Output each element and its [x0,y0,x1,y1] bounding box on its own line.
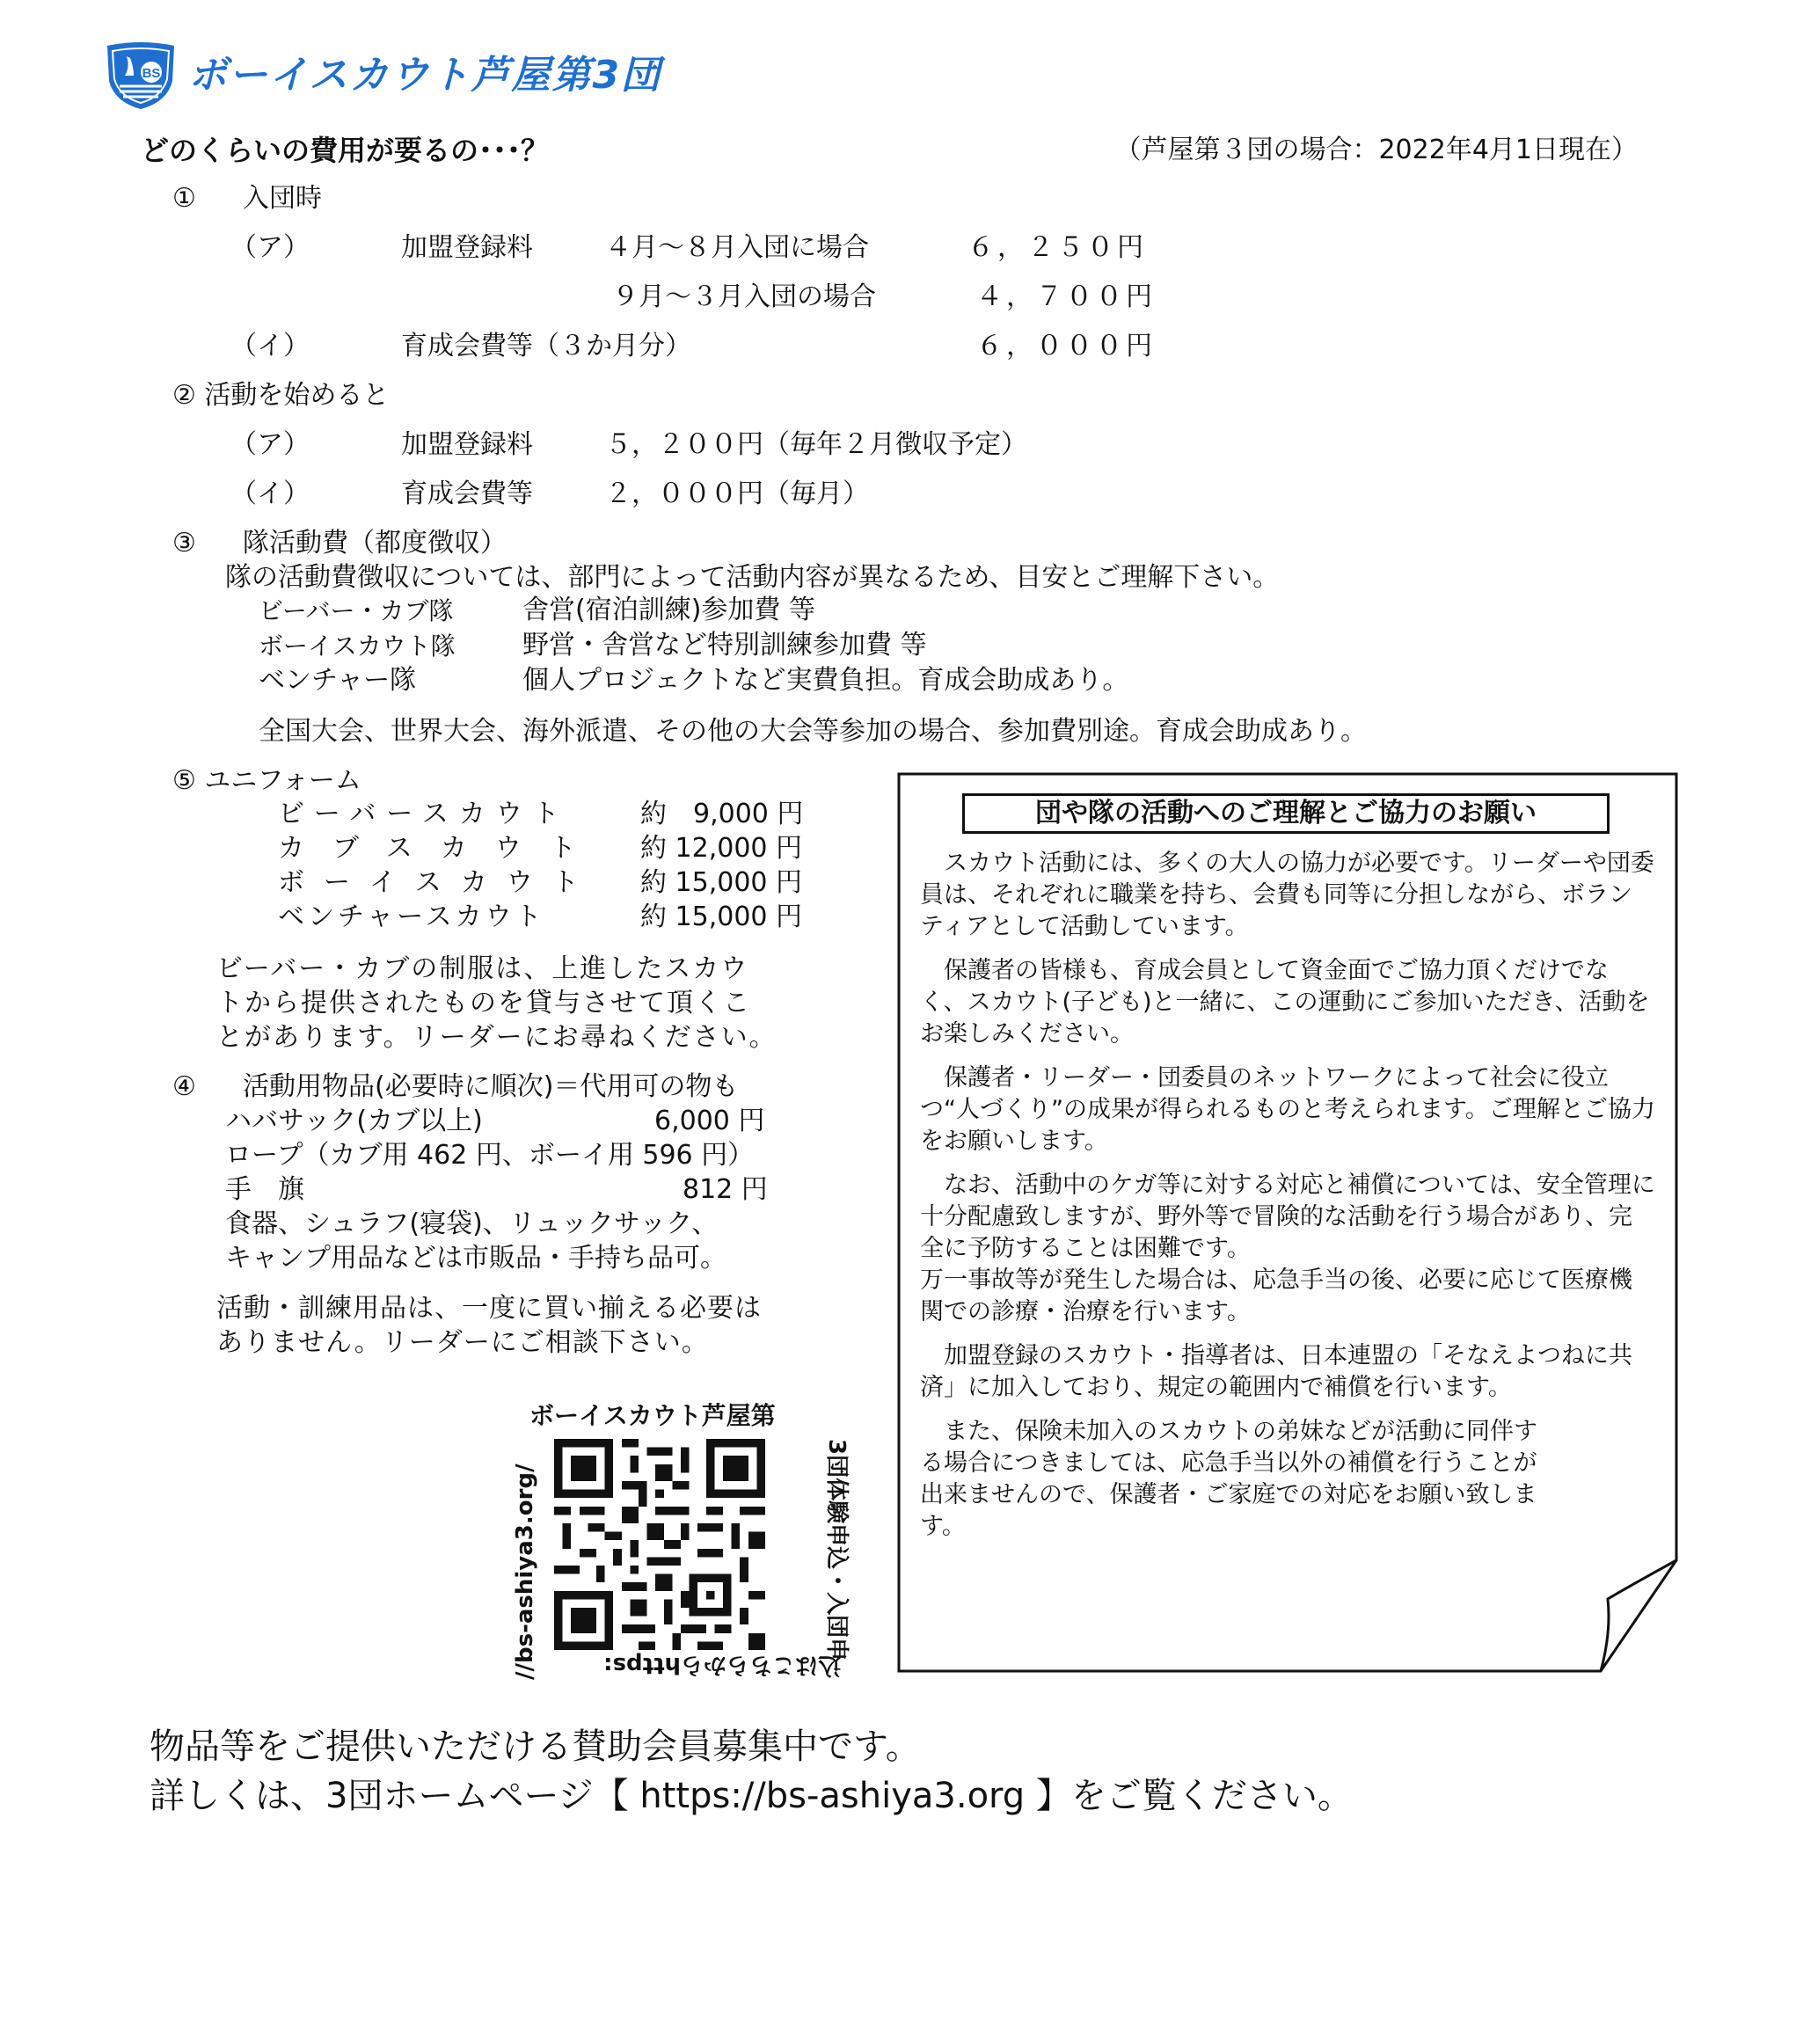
section2-a-value: ５，２００円（毎年２月徴収予定） [605,429,1027,460]
section1-b-amount: ６，０００円 [976,331,1156,361]
section3-unit-beaver-cub: ビーバー・カブ隊 [259,596,454,625]
svg-text:BS: BS [142,66,161,81]
section1-a-line1-desc: ４月～８月入団に場合 [605,232,869,263]
section3-desc-venture: 個人プロジェクトなど実費負担。育成会助成あり。 [522,665,1129,696]
uniform-venture-name: ベンチャースカウト [278,902,545,932]
footer-line1: 物品等をご提供いただける賛助会員募集中です。 [150,1726,921,1767]
page-title: どのくらいの費用が要るの･･･？ [141,134,550,167]
scout-shield-icon [104,40,178,111]
notice-box [897,772,1680,1675]
section1-heading: 入団時 [243,183,322,214]
section4-note-line2: ありません。リーダーにご相談下さい。 [216,1327,709,1358]
section3-intro: 隊の活動費徴収については、部門によって活動内容が異なるため、目安とご理解下さい。 [225,562,1280,593]
uniform-boy-amount: 約 15,000 円 [640,867,803,898]
section2-b-item: 育成会費等 [401,478,533,509]
section1-num: ① [172,183,196,214]
item-other-line1: 食器、シュラフ(寝袋)、リュックサック、 [225,1208,719,1239]
section2-a-label: （ア） [230,429,310,460]
uniform-cub-name: カブスカウト [278,833,604,864]
item-rope: ロープ（カブ用 462 円、ボーイ用 596 円） [225,1140,755,1171]
item-haversack-name: ハバサック(カブ以上) [225,1106,483,1136]
section1-a-item: 加盟登録料 [401,232,533,263]
uniform-boy-name: ボーイスカウト [278,867,598,898]
notice-paragraph: 保護者・リーダー・団委員のネットワークによって社会に役立つ“人づくり”の成果が得られるものと考えられます。ご理解とご協力をお願いします。 [920,1064,1655,1155]
section4-num: ④ [172,1071,196,1102]
section3-desc-boy: 野営・舎営など特別訓練参加費 等 [522,630,927,661]
section3-note: 全国大会、世界大会、海外派遣、その他の大会等参加の場合、参加費別途。育成会助成あり。 [259,716,1367,747]
uniform-cub-amount: 約 12,000 円 [640,833,803,864]
uniform-beaver-amount: 約 9,000 円 [640,799,804,829]
qr-block[interactable] [493,1390,862,1689]
section1-a-line1-amount: ６，２５０円 [967,232,1147,263]
qr-caption-left: //bs-ashiya3.org/ [512,1464,538,1680]
logo-text: ボーイスカウト芦屋第3団 [188,53,662,98]
section2-a-item: 加盟登録料 [401,429,533,460]
footer-line2: 詳しくは、3団ホームページ【 https://bs-ashiya3.org 】をご覧ください。 [150,1776,1353,1816]
section1-a-label: （ア） [230,232,310,263]
uniform-venture-amount: 約 15,000 円 [640,902,803,932]
qr-code-icon[interactable] [554,1439,765,1650]
item-flag-name: 手 旗 [225,1174,304,1205]
section3-num: ③ [172,528,196,558]
notice-paragraph: 保護者の皆様も、育成会員として資金面でご協力頂くだけでなく、スカウト(子ども)と一緒に、この運動にご参加いただき、活動をお楽しみください。 [920,957,1650,1048]
section5-heading: ⑤ ユニフォーム [172,765,361,796]
uniform-note-line1: ビーバー・カブの制服は、上進したスカウ [216,953,749,984]
qr-caption-bottom: 込はこちらからhttps: [603,1652,841,1678]
notice-paragraph: 加盟登録のスカウト・指導者は、日本連盟の「そなえよつねに共済」に加入しており、規定の範囲内で補償を行います。 [920,1342,1632,1401]
section3-heading: 隊活動費（都度徴収） [243,528,507,558]
item-other-line2: キャンプ用品などは市販品・手持ち品可。 [225,1243,726,1274]
notice-body [920,848,1655,1555]
section3-unit-venture: ベンチャー隊 [259,665,417,696]
qr-caption-top: ボーイスカウト芦屋第 [529,1401,776,1430]
notice-title: 団や隊の活動へのご理解とご協力のお願い [962,793,1610,834]
uniform-note-line2: トから提供されたものを貸与させて頂くこ [216,988,751,1018]
section3-desc-beaver-cub: 舎営(宿泊訓練)参加費 等 [522,595,815,625]
section2-b-label: （イ） [230,478,310,509]
section1-a-line2-desc: ９月～３月入団の場合 [612,281,876,312]
section4-note-line1: 活動・訓練用品は、一度に買い揃える必要は [216,1293,762,1324]
item-haversack-amount: 6,000 円 [654,1106,765,1136]
notice-paragraph: スカウト活動には、多くの大人の協力が必要です。リーダーや団委員は、それぞれに職業を持ち、会費も同等に分担しながら、ボランティアとして活動しています。 [920,850,1654,940]
section2-heading: ② 活動を始めると [172,380,390,411]
section1-a-line2-amount: ４，７００円 [976,281,1156,312]
item-flag-amount: 812 円 [683,1174,768,1205]
section1-b-label: （イ） [230,331,310,361]
notice-paragraph: また、保険未加入のスカウトの弟妹などが活動に同伴する場合につきましては、応急手当以外の補償を行うことが出来ませんので、保護者・ご家庭での対応をお願い致します。 [920,1418,1537,1540]
qr-caption-right: 3団体験申込・入団申 [823,1439,850,1661]
section4-heading: 活動用物品(必要時に順次)＝代用可の物も [243,1071,739,1102]
section1-b-item: 育成会費等（３か月分） [401,331,691,361]
section3-unit-boy: ボーイスカウト隊 [259,631,456,661]
section2-b-value: ２，０００円（毎月） [605,478,869,509]
uniform-beaver-name: ビーバースカウト [278,799,570,829]
notice-paragraph: なお、活動中のケガ等に対する対応と補償については、安全管理に十分配慮致しますが、野外等で冒険的な活動を行う場合があり、完全に予防することは困難です。 [920,1172,1655,1262]
uniform-note-line3: とがあります。リーダーにお尋ねください。 [216,1022,778,1053]
date-note: （芦屋第３団の場合：2022年4月1日現在） [1114,135,1638,165]
notice-paragraph: 万一事故等が発生した場合は、応急手当の後、必要に応じて医療機関での診療・治療を行います。 [920,1267,1632,1325]
